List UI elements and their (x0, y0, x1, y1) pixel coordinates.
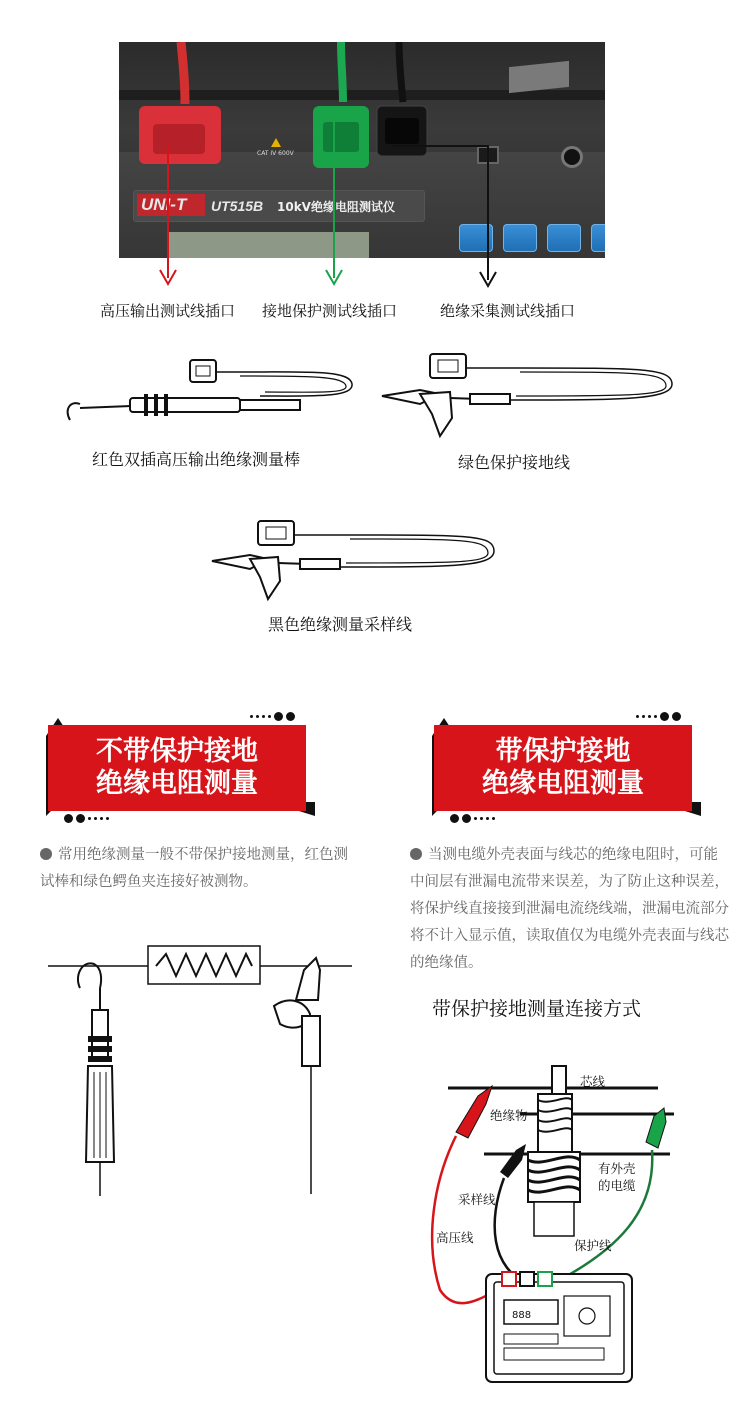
caption-red-probe: 红色双插高压输出绝缘测量棒 (92, 450, 301, 469)
port-label-ground: 接地保护测试线插口 (262, 302, 398, 320)
brand-logo: UNI-T (141, 195, 187, 214)
model-name: UT515B (211, 198, 264, 214)
green-clip-illustration (380, 348, 680, 448)
section-2-title-line1: 带保护接地 (495, 736, 631, 767)
banner-1-dots-bottom (64, 814, 109, 823)
bullet-icon (40, 848, 52, 860)
section-1-banner (48, 725, 306, 811)
port-label-sampling: 绝缘采集测试线插口 (440, 302, 576, 320)
device-name: 10kV绝缘电阻测试仪 (277, 200, 395, 214)
label-cable: 有外壳 的电缆 (598, 1161, 636, 1193)
section-1-title-line2: 绝缘电阻测量 (96, 768, 258, 799)
port-arrows (0, 0, 750, 300)
section-1-text: 常用绝缘测量一般不带保护接地测量，红色测试棒和绿色鳄鱼夹连接好被测物。 (40, 847, 348, 890)
no-guard-diagram (48, 940, 358, 1200)
guard-wiring-diagram (420, 1060, 680, 1390)
label-insulator: 绝缘物 (490, 1108, 528, 1123)
section-2-banner (434, 725, 692, 811)
banner-1-dots-top (250, 712, 295, 721)
port-label-high-voltage: 高压输出测试线插口 (100, 302, 236, 320)
caption-black-clip: 黑色绝缘测量采样线 (268, 615, 413, 634)
bullet-icon (410, 848, 422, 860)
banner-2-dots-bottom (450, 814, 495, 823)
label-guard: 保护线 (574, 1238, 612, 1253)
label-sample: 采样线 (458, 1192, 496, 1207)
section-2-title-line2: 绝缘电阻测量 (482, 768, 644, 799)
section-2-text: 当测电缆外壳表面与线芯的绝缘电阻时，可能中间层有泄漏电流带来误差，为了防止这种误差，将保护线直接接到泄漏电流绕线端，泄漏电流部分将不计入显示值，读取值仅为电缆外壳表面与线芯的绝缘值。 (410, 847, 729, 971)
cat-rating: CAT IV 600V (257, 150, 294, 157)
black-clip-illustration (210, 515, 500, 610)
section-1-title-line1: 不带保护接地 (96, 736, 258, 767)
red-probe-illustration (60, 350, 360, 440)
section-2-subheading: 带保护接地测量连接方式 (432, 998, 642, 1020)
banner-2-dots-top (636, 712, 681, 721)
caption-green-clip: 绿色保护接地线 (458, 453, 571, 472)
lcd-reading: 888 (512, 1310, 532, 1321)
label-high-voltage: 高压线 (436, 1230, 474, 1245)
label-core: 芯线 (580, 1074, 606, 1089)
